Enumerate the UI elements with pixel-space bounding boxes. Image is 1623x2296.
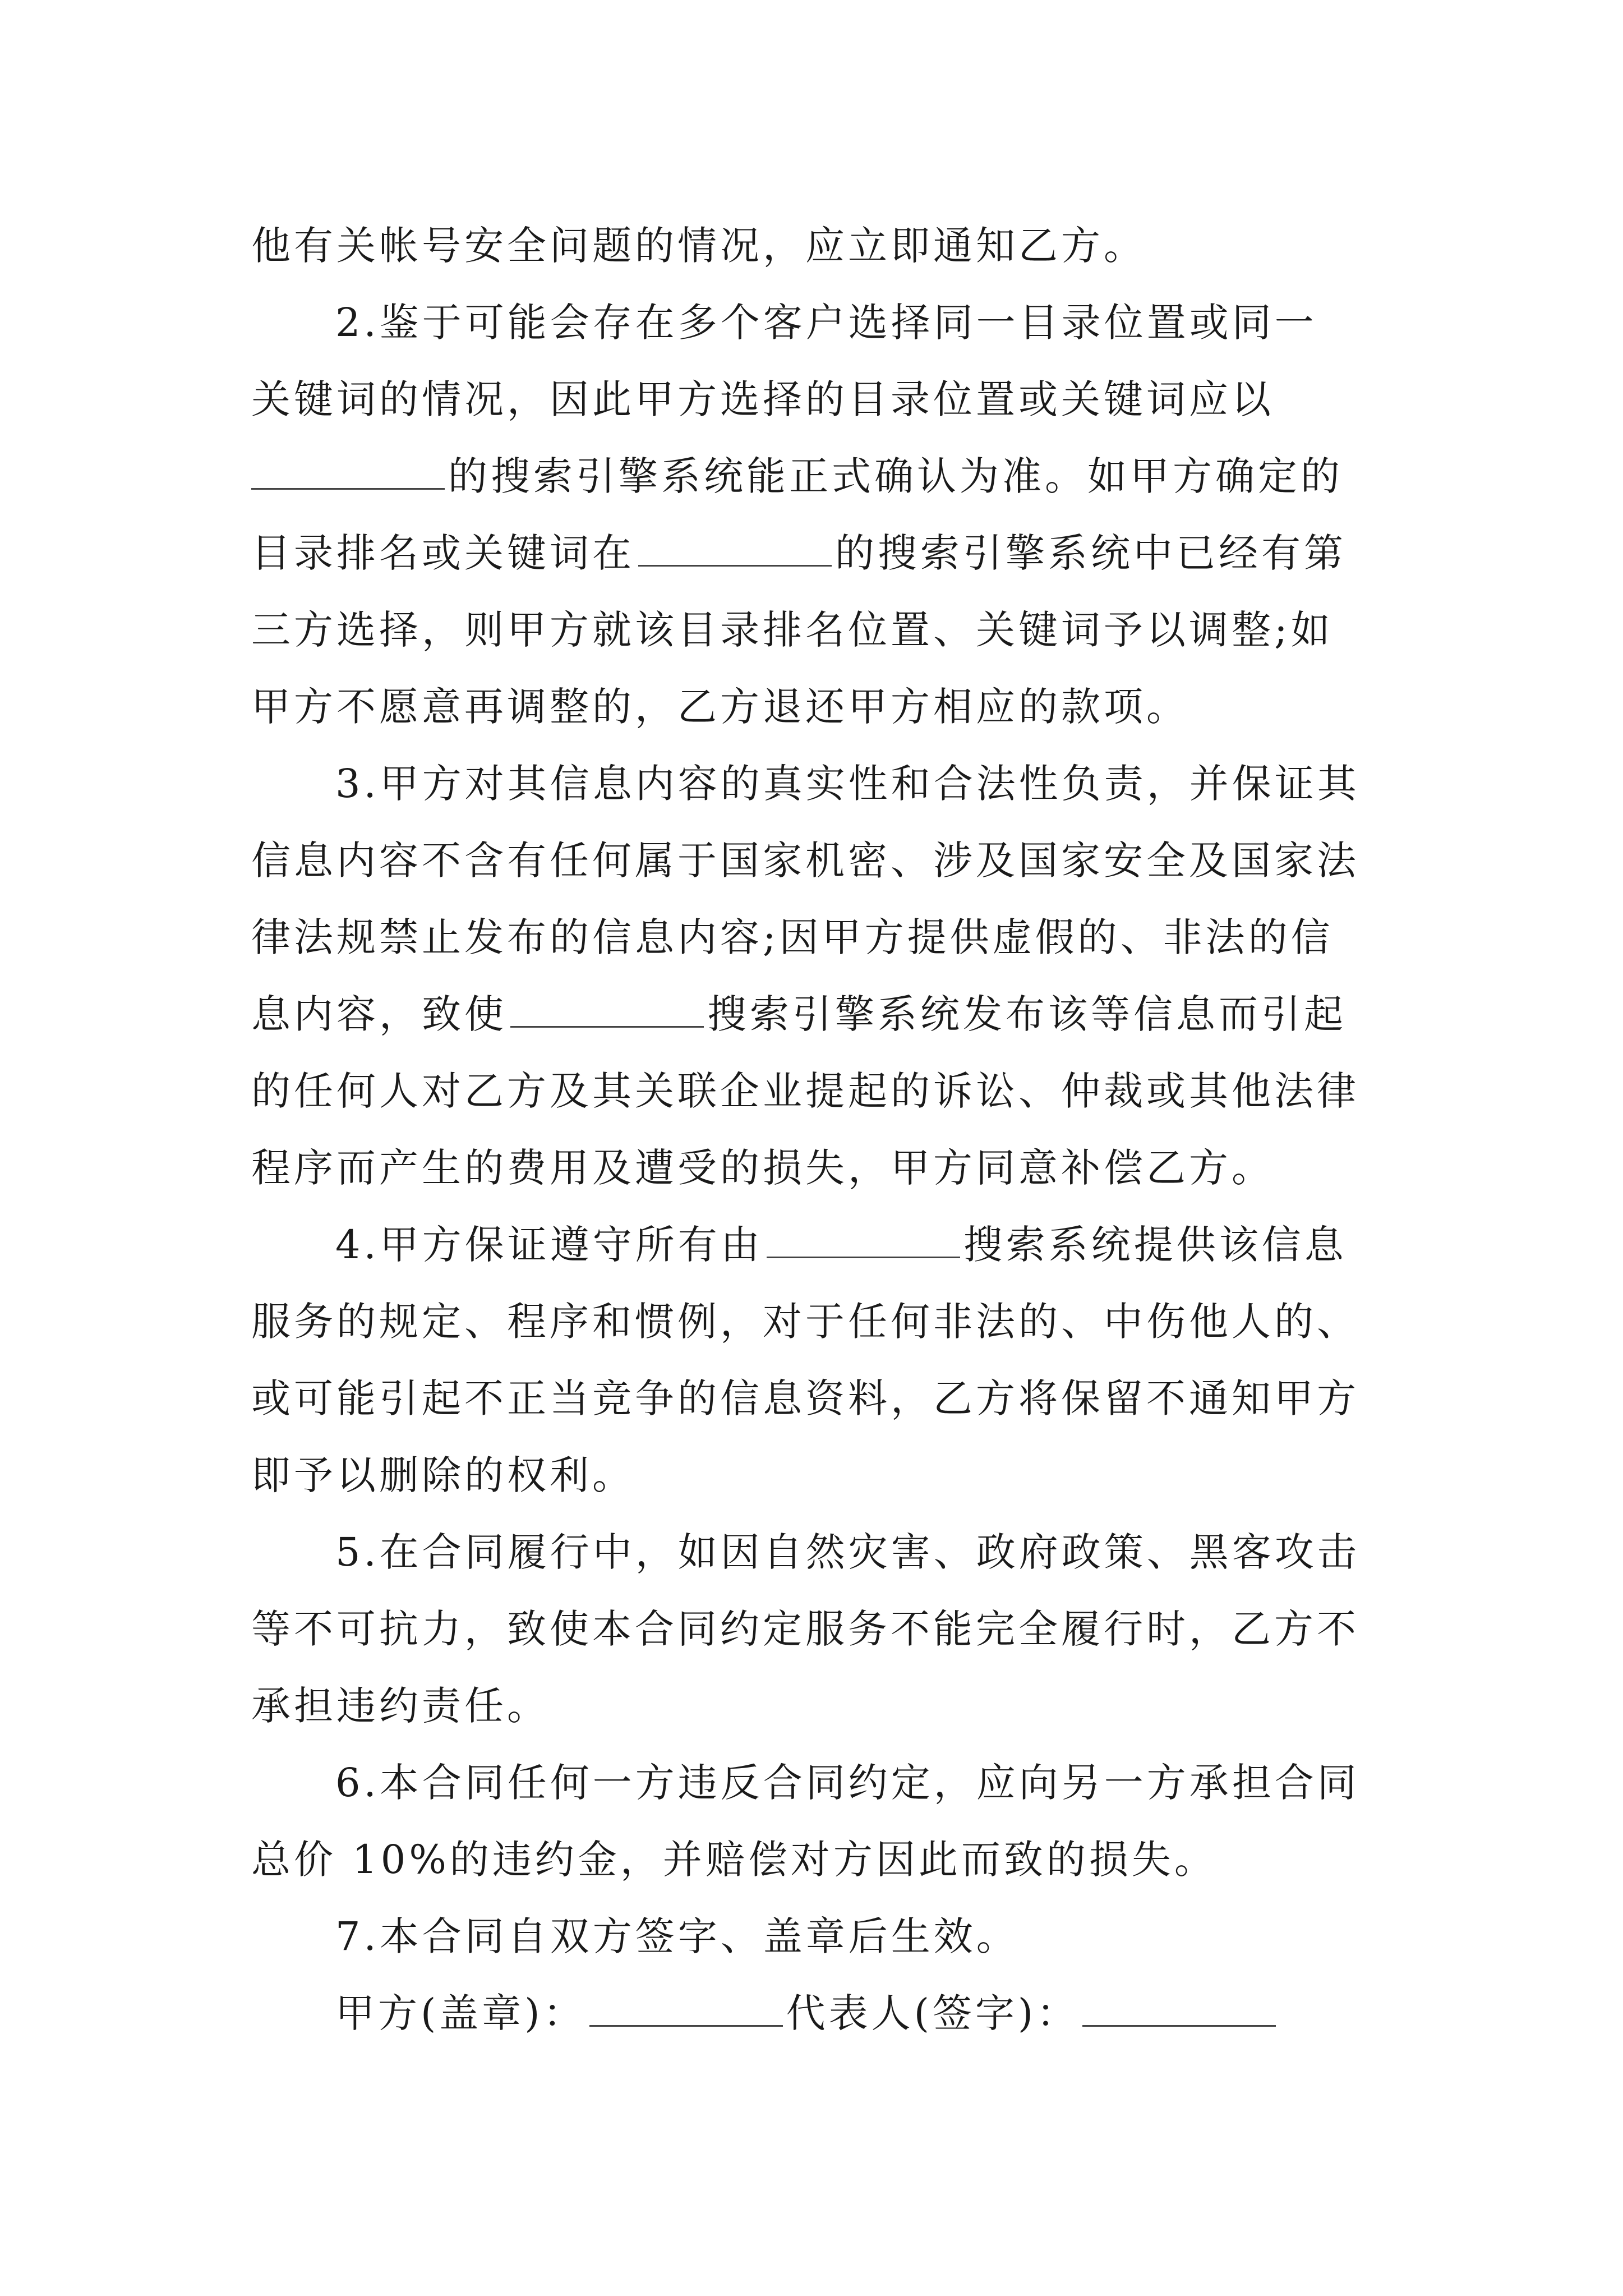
text-line: 的搜索引擎系统能正式确认为准。如甲方确定的 [251, 438, 1390, 515]
text-line: 目录排名或关键词在 的搜索引擎系统中已经有第 [251, 515, 1390, 592]
representative-signature-label: 代表人(签字)： [786, 1990, 1080, 2036]
clause-5-line: 5.在合同履行中，如因自然灾害、政府政策、黑客攻击 [335, 1529, 1360, 1575]
text-line: 关键词的情况，因此甲方选择的目录位置或关键词应以 [251, 376, 1274, 422]
clause-6-line: 6.本合同任何一方违反合同约定，应向另一方承担合同 [335, 1760, 1360, 1806]
text-line: 程序而产生的费用及遭受的损失，甲方同意补偿乙方。 [251, 1145, 1274, 1191]
text-line: 三方选择，则甲方就该目录排名位置、关键词予以调整;如 [251, 607, 1334, 653]
blank-field[interactable] [767, 1217, 960, 1258]
blank-field[interactable] [251, 449, 445, 490]
clause-7-line: 7.本合同自双方签字、盖章后生效。 [335, 1913, 1019, 1959]
party-a-seal-label: 甲方(盖章)： [335, 1990, 586, 2036]
text-line: 承担违约责任。 [251, 1683, 550, 1729]
text-line: 或可能引起不正当竞争的信息资料，乙方将保留不通知甲方 [251, 1375, 1359, 1421]
representative-signature-blank[interactable] [1082, 1986, 1276, 2027]
text-line: 息内容，致使 搜索引擎系统发布该等信息而引起 [251, 976, 1390, 1053]
text-line: 他有关帐号安全问题的情况，应立即通知乙方。 [251, 223, 1146, 269]
signature-line [251, 1975, 1390, 2052]
text-line: 服务的规定、程序和惯例，对于任何非法的、中伤他人的、 [251, 1299, 1359, 1345]
text-line: 等不可抗力，致使本合同约定服务不能完全履行时，乙方不 [251, 1606, 1359, 1652]
text-line: 的任何人对乙方及其关联企业提起的诉讼、仲裁或其他法律 [251, 1068, 1359, 1114]
text-line: 甲方不愿意再调整的，乙方退还甲方相应的款项。 [251, 684, 1189, 730]
clause-4-line: 4.甲方保证遵守所有由 搜索系统提供该信息 [251, 1207, 1390, 1283]
clause-3-line: 3.甲方对其信息内容的真实性和合法性负责，并保证其 [335, 761, 1360, 807]
blank-field[interactable] [510, 987, 704, 1028]
clause-2-line: 2.鉴于可能会存在多个客户选择同一目录位置或同一 [335, 300, 1317, 346]
blank-field[interactable] [638, 526, 832, 567]
text-line: 总价 10%的违约金，并赔偿对方因此而致的损失。 [251, 1837, 1217, 1883]
text-line: 信息内容不含有任何属于国家机密、涉及国家安全及国家法 [251, 838, 1359, 884]
party-a-seal-blank[interactable] [589, 1986, 783, 2027]
document-page [251, 208, 1390, 2052]
text-line: 律法规禁止发布的信息内容;因甲方提供虚假的、非法的信 [251, 914, 1334, 960]
text-line: 即予以删除的权利。 [251, 1452, 635, 1498]
